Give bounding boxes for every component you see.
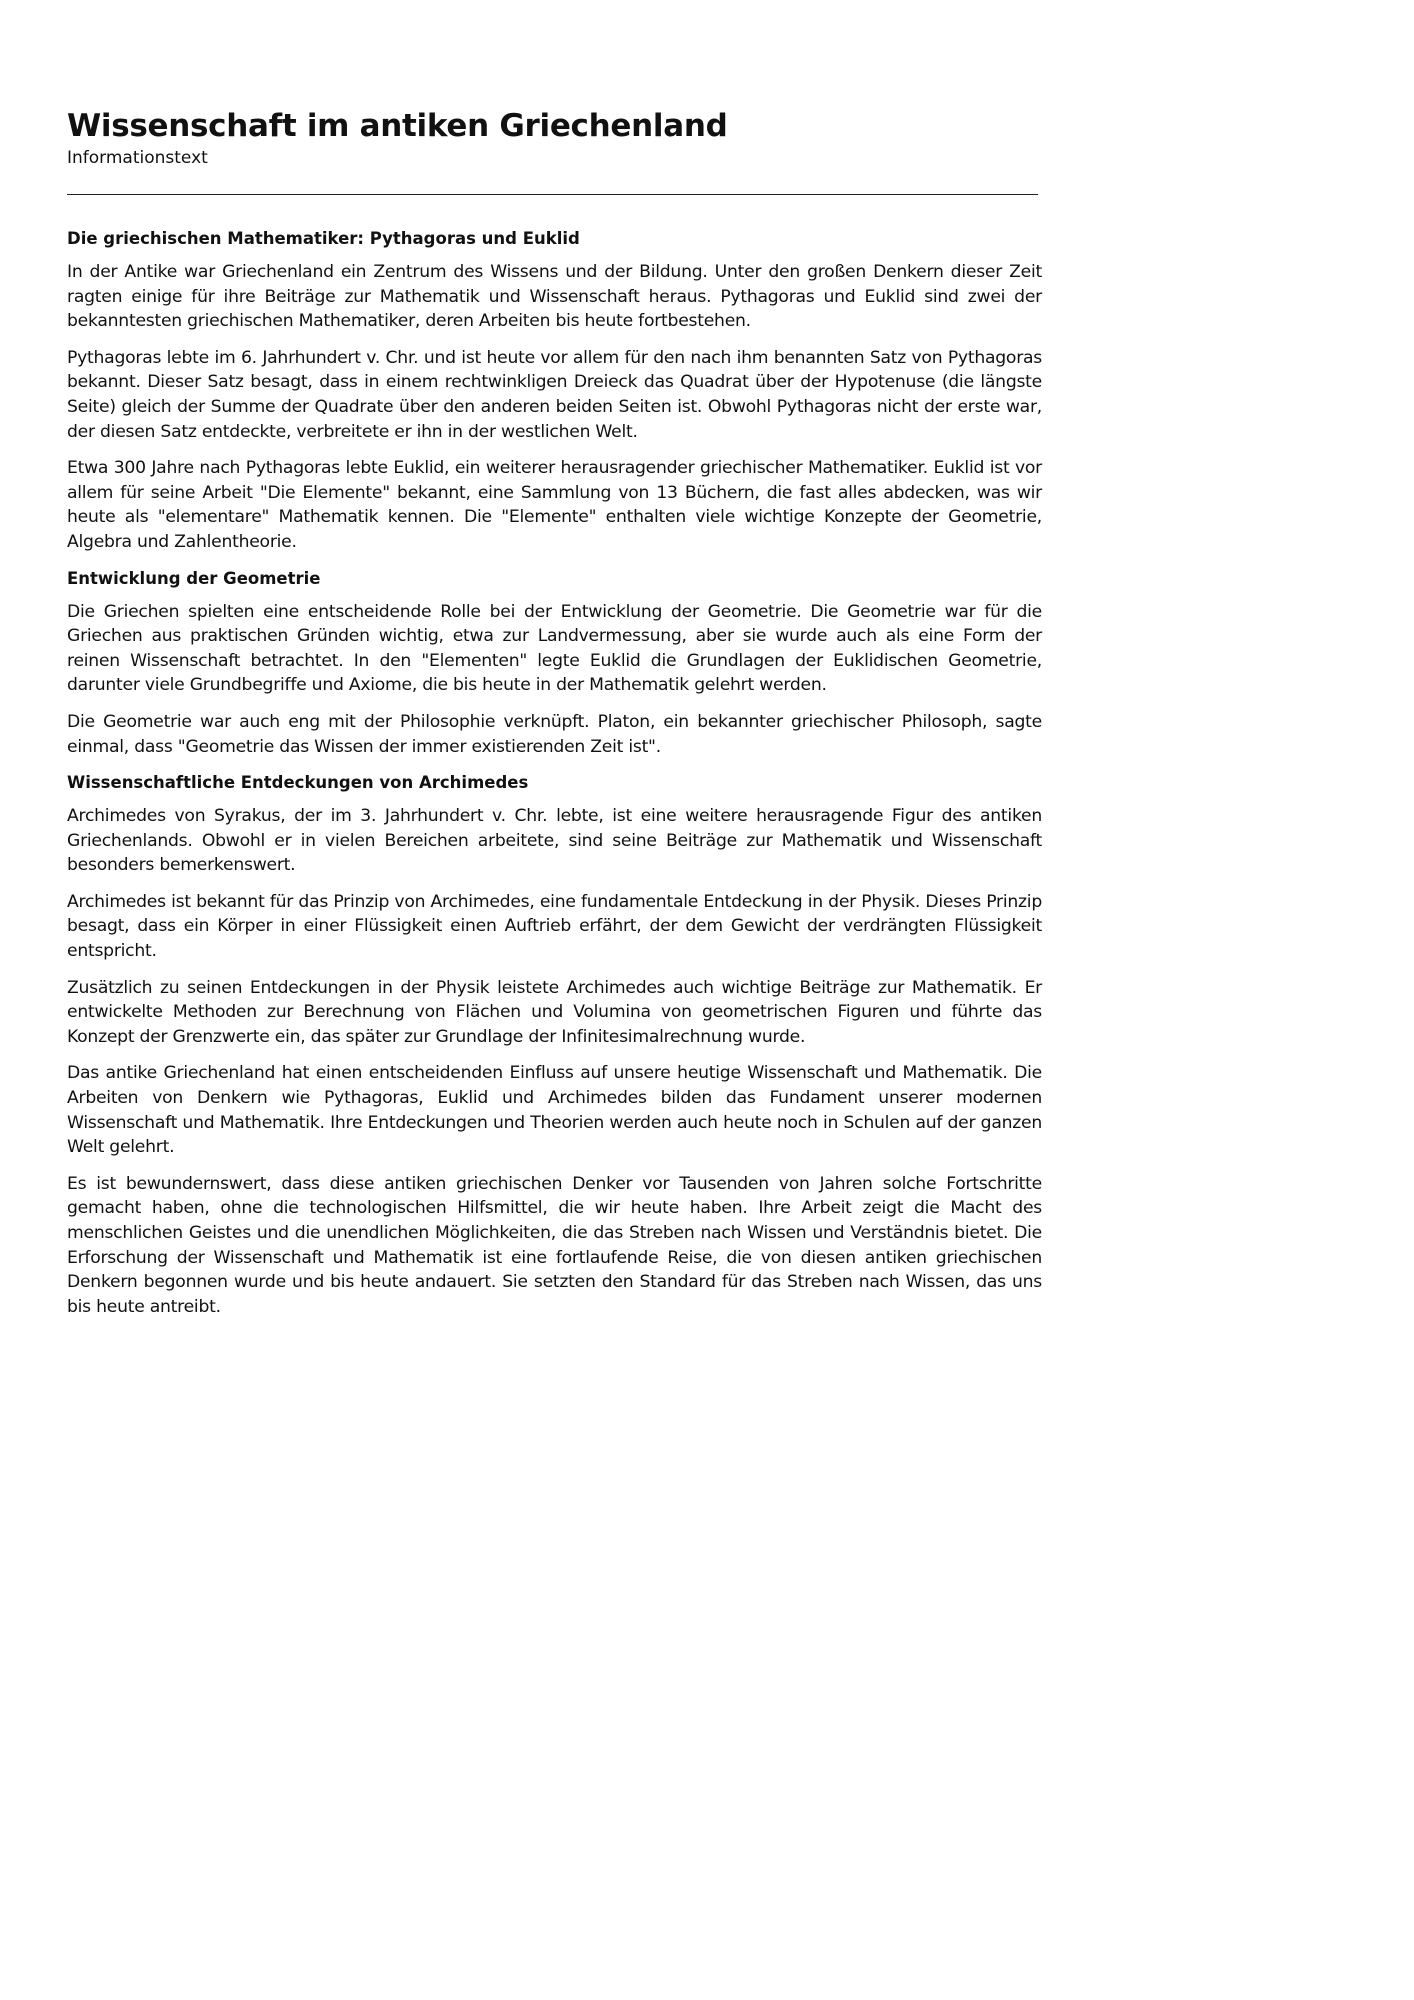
- section-heading: Die griechischen Mathematiker: Pythagoras und Euklid: [67, 229, 580, 248]
- paragraph: Das antike Griechenland hat einen entscheidenden Einfluss auf unsere heutige Wissenschaft und Mathematik. Die Arbeiten von Denkern wie Pythagoras, Euklid und Archimedes bilden das Fundament unserer modernen Wissenschaft und Mathematik. Ihre Entdeckungen und Theorien werden auch heute noch in Schulen auf der ganzen Welt gelehrt.: [67, 1063, 1042, 1158]
- section-mathematicians: [67, 227, 1042, 555]
- document-subtitle: Informationstext: [67, 148, 208, 168]
- section-geometry: [67, 567, 1042, 760]
- section-heading: Wissenschaftliche Entdeckungen von Archimedes: [67, 773, 529, 793]
- section-archimedes: [67, 771, 1042, 1319]
- paragraph: In der Antike war Griechenland ein Zentrum des Wissens und der Bildung. Unter den großen Denkern dieser Zeit ragten einige für ihre Beiträge zur Mathematik und Wissenschaft heraus. Pythagoras und Euklid sind zwei der bekanntesten griechischen Mathematiker, deren Arbeiten bis heute fortbestehen.: [67, 262, 1042, 332]
- paragraph: Die Griechen spielten eine entscheidende Rolle bei der Entwicklung der Geometrie. Die Geometrie war für die Griechen aus praktischen Gründen wichtig, etwa zur Landvermessung, aber sie wurde auch als eine Form der reinen Wissenschaft betrachtet. In den "Elementen" legte Euklid die Grundlagen der Euklidischen Geometrie, darunter viele Grundbegriffe und Axiome, die bis heute in der Mathematik gelehrt werden.: [67, 601, 1042, 696]
- paragraph: Pythagoras lebte im 6. Jahrhundert v. Chr. und ist heute vor allem für den nach ihm benannten Satz von Pythagoras bekannt. Dieser Satz besagt, dass in einem rechtwinkligen Dreieck das Quadrat über der Hypotenuse (die längste Seite) gleich der Summe der Quadrate über den anderen beiden Seiten ist. Obwohl Pythagoras nicht der erste war, der diesen Satz entdeckte, verbreitete er ihn in der westlichen Welt.: [67, 347, 1042, 442]
- document-page: [67, 0, 1042, 1331]
- section-heading: Entwicklung der Geometrie: [67, 568, 321, 588]
- paragraph: Archimedes ist bekannt für das Prinzip von Archimedes, eine fundamentale Entdeckung in der Physik. Dieses Prinzip besagt, dass ein Körper in einer Flüssigkeit einen Auftrieb erfährt, der dem Gewicht der verdrängten Flüssigkeit entspricht.: [67, 891, 1042, 962]
- paragraph: Etwa 300 Jahre nach Pythagoras lebte Euklid, ein weiterer herausragender griechischer Mathematiker. Euklid ist vor allem für seine Arbeit "Die Elemente" bekannt, eine Sammlung von 13 Büchern, die fast alles abdecken, was wir heute als "elementare" Mathematik kennen. Die "Elemente" enthalten viele wichtige Konzepte der Geometrie, Algebra und Zahlentheorie.: [67, 458, 1042, 552]
- paragraph: Archimedes von Syrakus, der im 3. Jahrhundert v. Chr. lebte, ist eine weitere herausragende Figur des antiken Griechenlands. Obwohl er in vielen Bereichen arbeitete, sind seine Beiträge zur Mathematik und Wissenschaft besonders bemerkenswert.: [67, 806, 1042, 876]
- document-title: Wissenschaft im antiken Griechenland: [67, 108, 728, 144]
- paragraph: Zusätzlich zu seinen Entdeckungen in der Physik leistete Archimedes auch wichtige Beiträge zur Mathematik. Er entwickelte Methoden zur Berechnung von Flächen und Volumina von geometrischen Figuren und führte das Konzept der Grenzwerte ein, das später zur Grundlage der Infinitesimalrechnung wurde.: [67, 977, 1042, 1047]
- paragraph: Es ist bewundernswert, dass diese antiken griechischen Denker vor Tausenden von Jahren solche Fortschritte gemacht haben, ohne die technologischen Hilfsmittel, die wir heute haben. Ihre Arbeit zeigt die Macht des menschlichen Geistes und die unendlichen Möglichkeiten, die das Streben nach Wissen und Verständnis bietet. Die Erforschung der Wissenschaft und Mathematik ist eine fortlaufende Reise, die von diesen antiken griechischen Denkern begonnen wurde und bis heute andauert. Sie setzten den Standard für das Streben nach Wissen, das uns bis heute antreibt.: [67, 1173, 1042, 1317]
- document-body: [67, 227, 1042, 1319]
- paragraph: Die Geometrie war auch eng mit der Philosophie verknüpft. Platon, ein bekannter griechischer Philosoph, sagte einmal, dass "Geometrie das Wissen der immer existierenden Zeit ist".: [67, 711, 1042, 757]
- title-divider: [67, 194, 1038, 195]
